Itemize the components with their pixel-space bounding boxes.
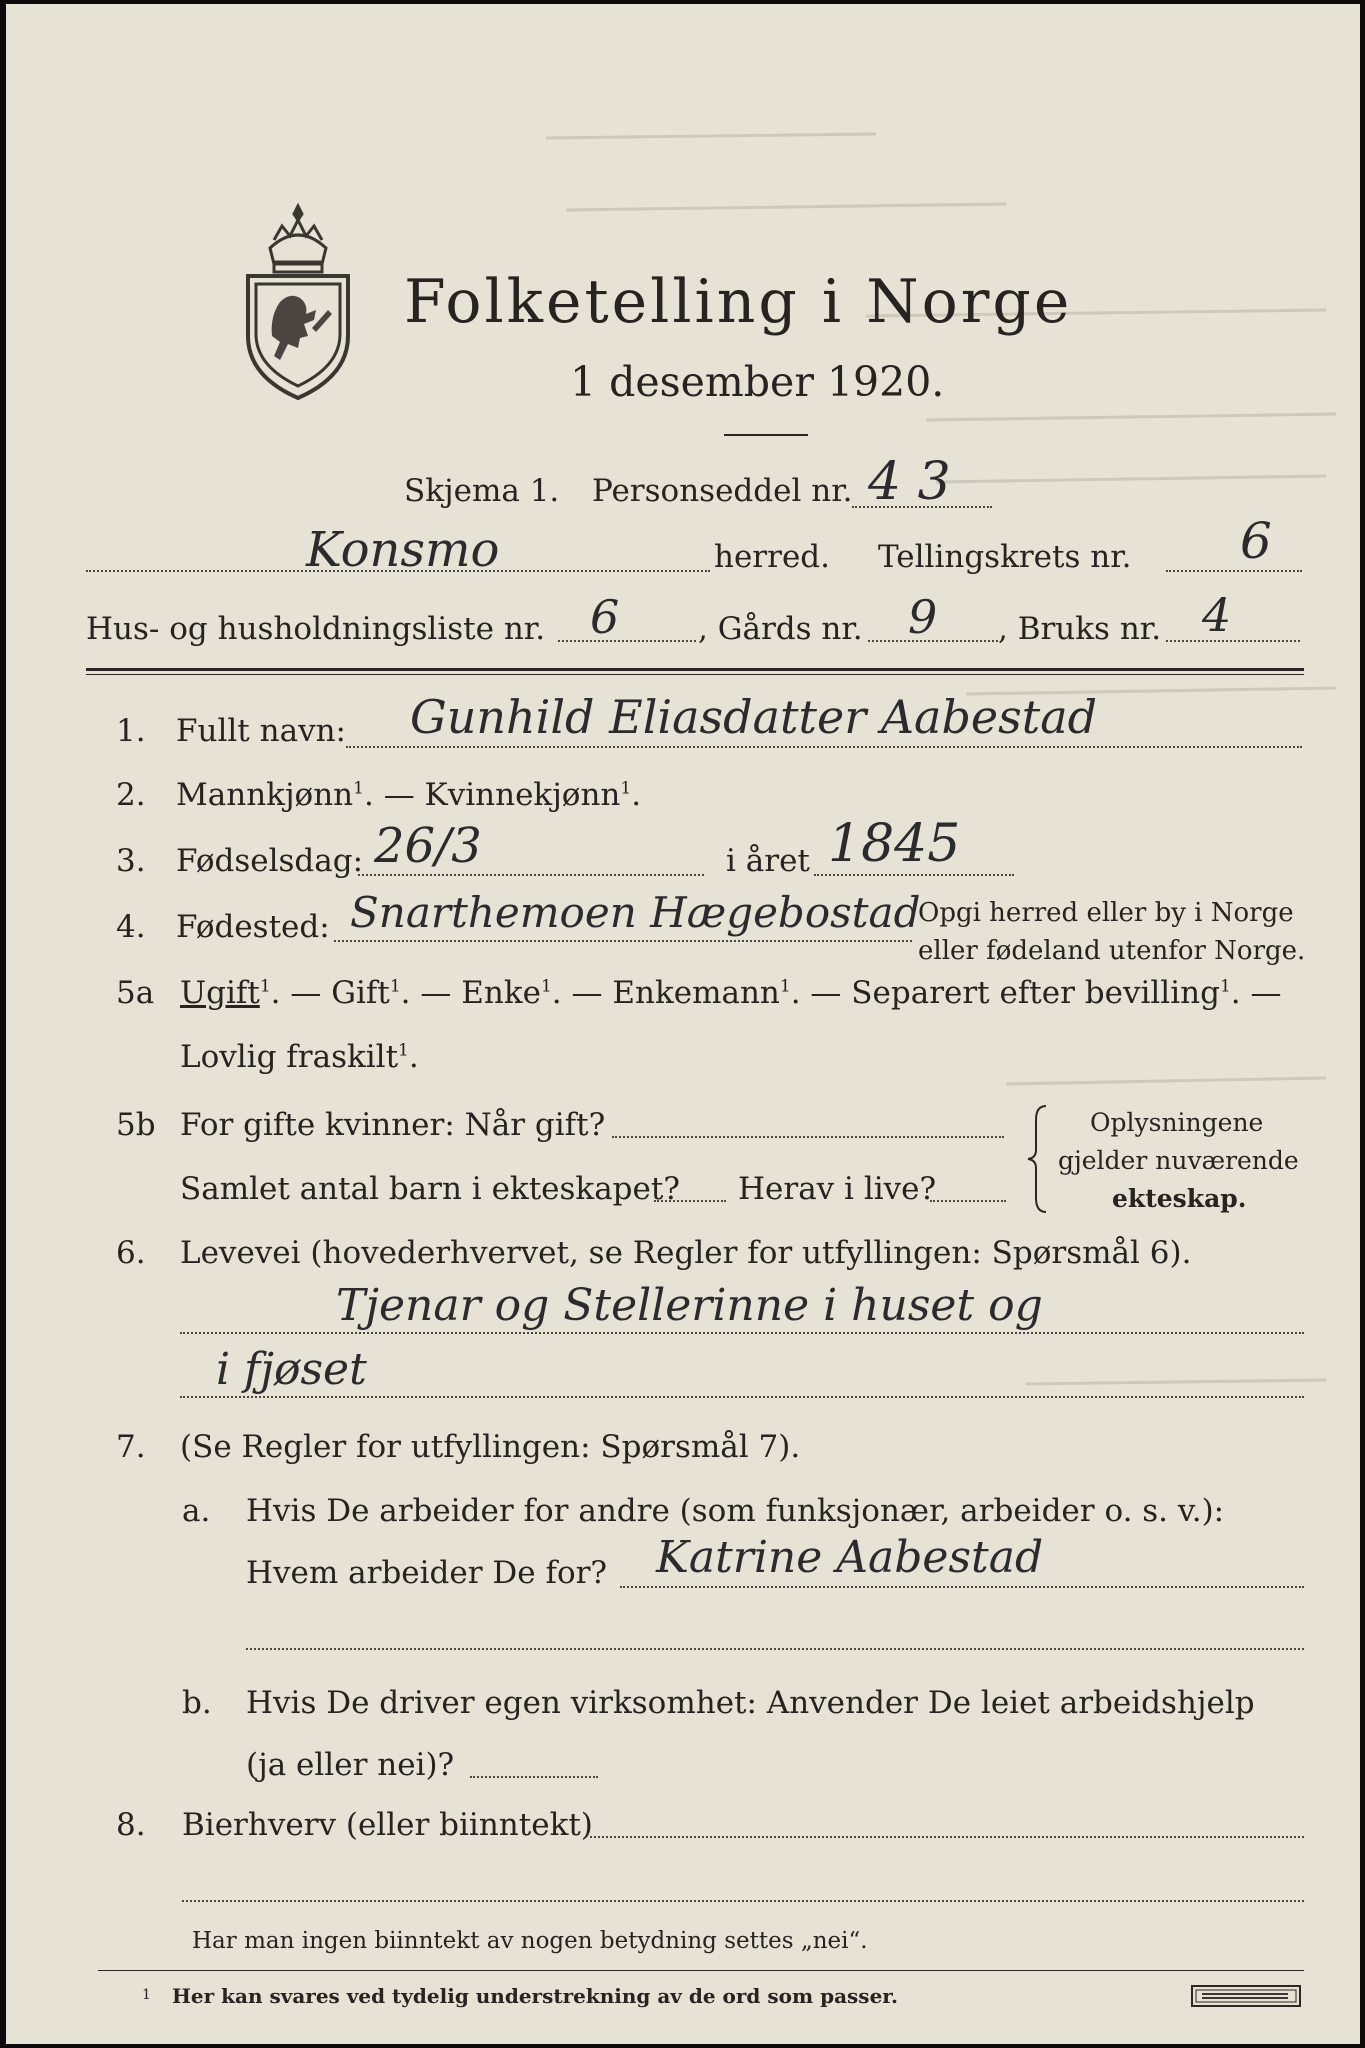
gards-label: , Gårds nr.: [698, 611, 863, 647]
q5a-sup-5: 1: [1219, 976, 1231, 997]
tellingskrets-label: Tellingskrets nr.: [878, 539, 1132, 575]
q2-kvinnekjonn[interactable]: . — Kvinnekjønn: [363, 777, 621, 813]
q2-number: 2.: [116, 777, 146, 813]
q6-line-2: [180, 1396, 1304, 1398]
q6-line-1: [180, 1332, 1304, 1334]
q3-value[interactable]: 26/3: [374, 818, 482, 874]
q2-sup-a: 1: [353, 778, 364, 799]
q5b-note-1: Oplysningene: [1090, 1108, 1264, 1137]
printer-stamp-icon: [1190, 1984, 1302, 2008]
q5b-line-2: [654, 1200, 726, 1202]
form-title: Folketelling i Norge: [404, 267, 1073, 337]
q5b-label-2: Samlet antal barn i ekteskapet?: [180, 1171, 680, 1207]
q3-year-value[interactable]: 1845: [828, 814, 961, 874]
personseddel-label: Personseddel nr.: [592, 473, 853, 509]
q1-label: Fullt navn:: [176, 713, 346, 749]
q8-line-1: [590, 1836, 1304, 1838]
q6-number: 6.: [116, 1235, 146, 1271]
q5a-sup-2: 1: [389, 976, 401, 997]
hus-line: [558, 640, 696, 642]
q1-number: 1.: [116, 713, 146, 749]
q5a-sup-6: 1: [398, 1040, 409, 1061]
q7b-number: b.: [182, 1685, 212, 1721]
q5a-ugift[interactable]: Ugift: [180, 975, 260, 1011]
bruks-line: [1166, 640, 1300, 642]
q4-note-2: eller fødeland utenfor Norge.: [918, 936, 1306, 966]
q3-year-label: i året: [726, 843, 810, 879]
q8-number: 8.: [116, 1807, 146, 1843]
q7a-line-2: [246, 1648, 1304, 1650]
q5b-number: 5b: [116, 1107, 156, 1143]
q6-value-1[interactable]: Tjenar og Stellerinne i huset og: [336, 1280, 1043, 1331]
q3-year-line: [814, 874, 1014, 876]
biinntekt-note: Har man ingen biinntekt av nogen betydning settes „nei“.: [192, 1928, 868, 1954]
q5b-label-1: For gifte kvinner: Når gift?: [180, 1107, 606, 1143]
q5a-sup-3: 1: [540, 976, 552, 997]
q7a-label-2: Hvem arbeider De for?: [246, 1555, 608, 1591]
q5b-label-3: Herav i live?: [738, 1171, 937, 1207]
q4-label: Fødested:: [176, 909, 330, 945]
q5a-enke[interactable]: . — Enke: [400, 975, 541, 1011]
q8-label: Bierhverv (eller biinntekt): [182, 1807, 593, 1843]
q7a-value[interactable]: Katrine Aabestad: [656, 1532, 1044, 1583]
header-rule-top: [86, 668, 1304, 671]
skjema-label: Skjema 1.: [404, 473, 560, 509]
q7-label: (Se Regler for utfyllingen: Spørsmål 7).: [180, 1429, 801, 1465]
q5a-enkemann[interactable]: . — Enkemann: [551, 975, 780, 1011]
q1-line: [346, 746, 1302, 748]
q7b-label-2: (ja eller nei)?: [246, 1747, 455, 1783]
bruks-value[interactable]: 4: [1202, 588, 1232, 642]
footnote-rule: [98, 1970, 1304, 1971]
q8-line-2: [182, 1900, 1304, 1902]
hus-label: Hus- og husholdningsliste nr.: [86, 611, 546, 647]
q2-mannkjonn[interactable]: Mannkjønn: [176, 777, 354, 813]
hus-value[interactable]: 6: [590, 590, 620, 644]
q5a-options: [180, 975, 1282, 1011]
q4-value[interactable]: Snarthemoen Hægebostad: [350, 888, 921, 937]
title-divider: [724, 434, 808, 436]
q5b-line-1: [612, 1136, 1004, 1138]
q6-label: Levevei (hovederhvervet, se Regler for utfyllingen: Spørsmål 6).: [180, 1235, 1192, 1271]
q7-number: 7.: [116, 1429, 146, 1465]
tellingskrets-line: [1166, 570, 1302, 572]
q7a-label-1: Hvis De arbeider for andre (som funksjonær, arbeider o. s. v.):: [246, 1493, 1225, 1529]
personseddel-value[interactable]: 4 3: [868, 452, 951, 512]
footnote-mark: 1: [142, 1987, 151, 2003]
bruks-label: , Bruks nr.: [998, 611, 1162, 647]
q2-end: .: [631, 777, 642, 813]
q7b-label-1: Hvis De driver egen virksomhet: Anvender De leiet arbeidshjelp: [246, 1685, 1255, 1721]
census-form-sheet: [6, 4, 1360, 2044]
q7b-line: [470, 1776, 598, 1778]
tellingskrets-value[interactable]: 6: [1240, 512, 1272, 570]
q7a-number: a.: [182, 1493, 211, 1529]
q4-line: [334, 940, 912, 942]
q4-note-1: Opgi herred eller by i Norge: [918, 898, 1294, 928]
q5b-line-3: [930, 1200, 1006, 1202]
q3-number: 3.: [116, 843, 146, 879]
q5a-separert[interactable]: . — Separert efter bevilling: [790, 975, 1220, 1011]
q5a-number: 5a: [116, 975, 155, 1011]
gards-value[interactable]: 9: [908, 590, 938, 644]
header-rule-bottom: [86, 674, 1304, 675]
q2-sup-b: 1: [620, 778, 632, 799]
q5b-note-2: gjelder nuværende: [1058, 1146, 1299, 1175]
q1-value[interactable]: Gunhild Eliasdatter Aabestad: [410, 690, 1098, 744]
footnote-text: Her kan svares ved tydelig understrekning av de ord som passer.: [172, 1984, 898, 2008]
q3-line: [358, 874, 704, 876]
q5a-end: . —: [1230, 975, 1282, 1011]
q5a-fraskilt[interactable]: Lovlig fraskilt: [180, 1039, 399, 1075]
q5a-gift[interactable]: . — Gift: [270, 975, 390, 1011]
q5a-line2: Lovlig fraskilt$^1$.: [180, 1039, 419, 1075]
q5a-sup-4: 1: [779, 976, 791, 997]
q6-value-2[interactable]: i fjøset: [216, 1344, 367, 1395]
herred-value[interactable]: Konsmo: [306, 522, 500, 578]
q5a-sup-1: 1: [259, 976, 271, 997]
q3-label: Fødselsdag:: [176, 843, 364, 879]
form-date: 1 desember 1920.: [570, 358, 945, 406]
q5b-brace: [1026, 1104, 1050, 1214]
herred-label: herred.: [714, 539, 830, 575]
q2-label: [176, 777, 642, 813]
q7a-line-1: [620, 1586, 1304, 1588]
norwegian-coat-of-arms-icon: [240, 200, 356, 402]
q4-number: 4.: [116, 909, 146, 945]
q5b-note-3: ekteskap.: [1112, 1184, 1247, 1213]
